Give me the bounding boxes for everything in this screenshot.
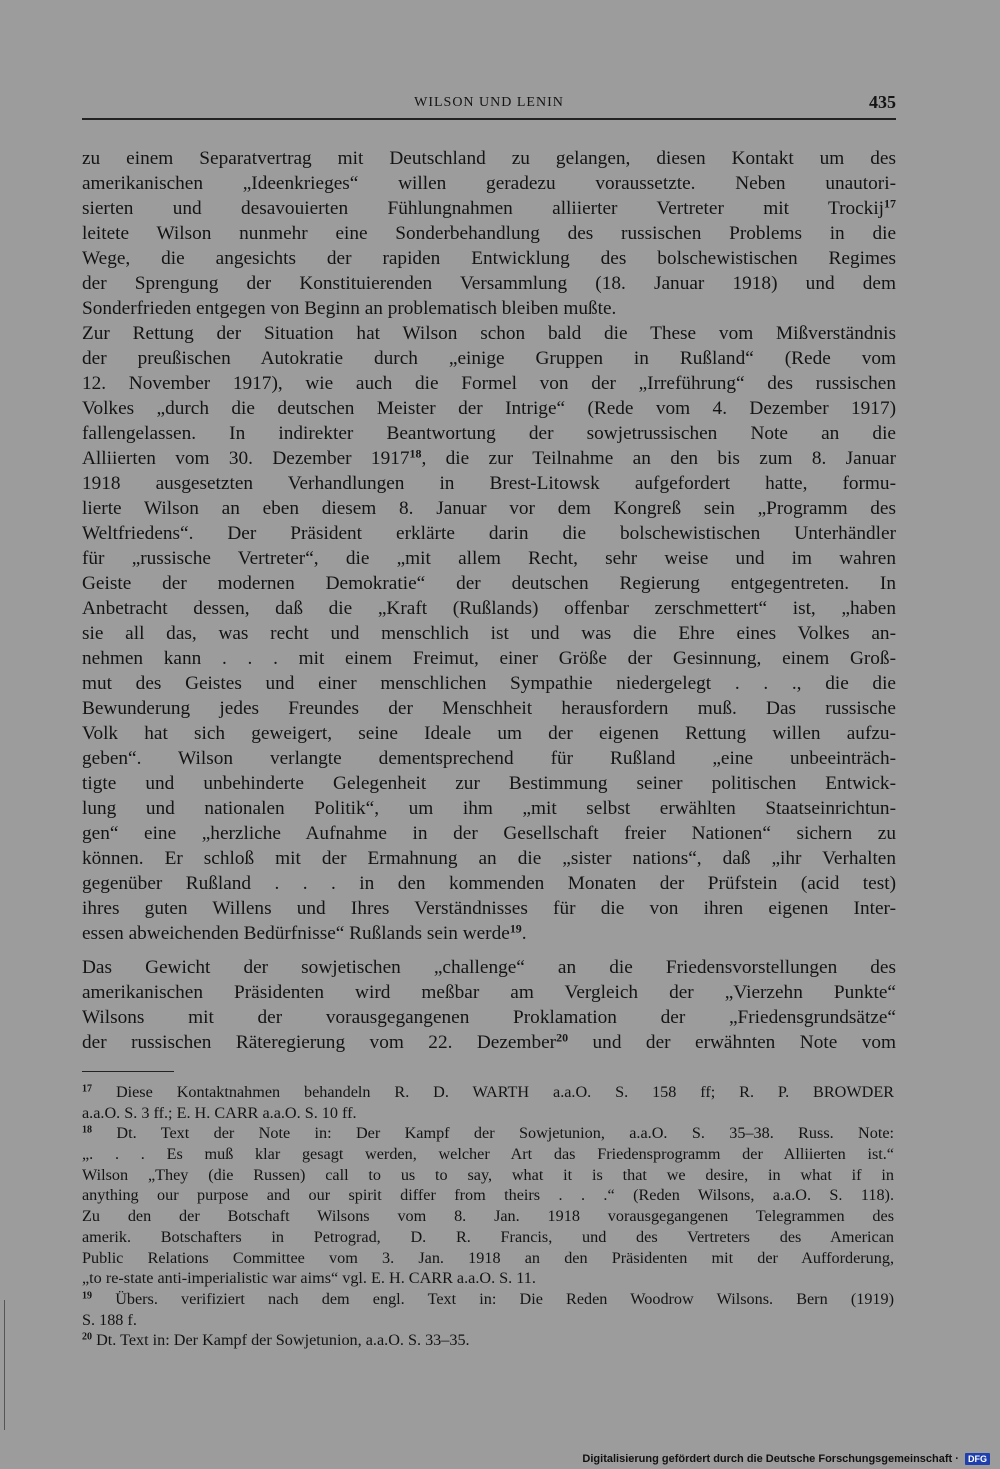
running-header: [82, 92, 896, 118]
footnote-marker: 18: [409, 446, 422, 461]
footnote-marker: 17: [82, 1083, 93, 1095]
text-run: .: [521, 923, 527, 944]
body-line: [82, 546, 896, 571]
body-line: [82, 771, 896, 796]
footnote-line: [82, 1310, 894, 1331]
body-text: [82, 146, 896, 1055]
text-run: amerikanischen Präsidenten wird meßbar am Vergleich der „Vierzehn Punkte“: [82, 982, 896, 1003]
footnote-line: [82, 1206, 894, 1227]
footnote-line: [82, 1123, 894, 1144]
body-line: [82, 171, 896, 196]
body-line: [82, 821, 896, 846]
body-line: [82, 396, 896, 421]
text-run: Zu den der Botschaft Wilsons vom 8. Jan. 1918 vorausgegangenen Telegrammen des: [82, 1207, 894, 1226]
text-run: nehmen kann . . . mit einem Freimut, einer Größe der Gesinnung, einem Groß-: [82, 648, 896, 669]
footnote-line: [82, 1289, 894, 1310]
text-run: Sonderfrieden entgegen von Beginn an problematisch bleiben mußte.: [82, 298, 617, 319]
text-run: tigte und unbehinderte Gelegenheit zur Bestimmung seiner politischen Entwick-: [82, 773, 896, 794]
running-title: WILSON UND LENIN: [414, 95, 564, 110]
body-line: [82, 621, 896, 646]
body-line: [82, 521, 896, 546]
text-run: Geiste der modernen Demokratie“ der deutschen Regierung entgegentreten. In: [82, 573, 896, 594]
body-line: [82, 421, 896, 446]
text-run: 1918 ausgesetzten Verhandlungen in Brest-Litowsk aufgefordert hatte, formu-: [82, 473, 896, 494]
text-run: sie all das, was recht und menschlich ist und was die Ehre eines Volkes an-: [82, 623, 896, 644]
body-line: [82, 496, 896, 521]
text-run: für „russische Vertreter“, die „mit allem Recht, sehr weise und im wahren: [82, 548, 896, 569]
body-line: [82, 1030, 896, 1055]
body-line: [82, 471, 896, 496]
text-run: Wilson „They (die Russen) call to us to say, what it is that we desire, in what if in: [82, 1165, 894, 1184]
body-line: [82, 1005, 896, 1030]
page-number: 435: [869, 92, 896, 112]
footnote-marker: 19: [509, 921, 522, 936]
body-line: [82, 846, 896, 871]
text-run: Dt. Text in: Der Kampf der Sowjetunion, a.a.O. S. 33–35.: [92, 1331, 470, 1350]
text-run: sierten und desavouierten Fühlungnahmen alliierter Vertreter mit Trockij: [82, 198, 885, 219]
text-run: Volkes „durch die deutschen Meister der Intrige“ (Rede vom 4. Dezember 1917): [82, 398, 896, 419]
text-run: amerik. Botschafters in Petrograd, D. R. Francis, und des Vertreters des American: [82, 1227, 894, 1246]
body-line: [82, 796, 896, 821]
footnote-line: [82, 1227, 894, 1248]
footnote-marker: 18: [82, 1124, 93, 1136]
footnote-line: [82, 1165, 894, 1186]
text-run: „. . . Es muß klar gesagt werden, welcher Art das Friedensprogramm der Alliierten ist.“: [82, 1145, 894, 1164]
dfg-logo-icon: DFG: [965, 1453, 990, 1465]
text-run: geben“. Wilson verlangte dementsprechend für Rußland „eine unbeeinträch-: [82, 748, 896, 769]
text-run: können. Er schloß mit der Ermahnung an die „sister nations“, daß „ihr Verhalten: [82, 848, 896, 869]
header-rule: [82, 118, 896, 120]
text-run: lierte Wilson an eben diesem 8. Januar vor dem Kongreß sein „Programm des: [82, 498, 896, 519]
body-line: [82, 196, 896, 221]
text-run: Bewunderung jedes Freundes der Menschheit herausfordern muß. Das russische: [82, 698, 896, 719]
text-run: a.a.O. S. 3 ff.; E. H. CARR a.a.O. S. 10 ff.: [82, 1103, 357, 1122]
body-line: [82, 671, 896, 696]
text-run: gen“ eine „herzliche Aufnahme in der Gesellschaft freier Nationen“ sichern zu: [82, 823, 896, 844]
text-run: Anbetracht dessen, daß die „Kraft (Rußlands) offenbar zerschmettert“ ist, „haben: [82, 598, 896, 619]
body-line: [82, 980, 896, 1005]
text-run: gegenüber Rußland . . . in den kommenden Monaten der Prüfstein (acid test): [82, 873, 896, 894]
text-run: amerikanischen „Ideenkrieges“ willen geradezu voraussetzte. Neben unautori-: [82, 173, 896, 194]
text-run: Alliierten vom 30. Dezember 1917: [82, 448, 410, 469]
footnotes: [82, 1082, 894, 1351]
body-line: [82, 221, 896, 246]
text-run: Volk hat sich geweigert, seine Ideale um der eigenen Rettung willen aufzu-: [82, 723, 896, 744]
body-line: [82, 246, 896, 271]
body-line: [82, 896, 896, 921]
body-line: [82, 955, 896, 980]
text-run: , die zur Teilnahme an den bis zum 8. Januar: [421, 448, 896, 469]
text-run: Wege, die angesichts der rapiden Entwicklung des bolschewistischen Regimes: [82, 248, 896, 269]
digitization-credit: [582, 1453, 990, 1465]
scan-edge-mark: [4, 1300, 5, 1430]
text-run: Diese Kontaktnahmen behandeln R. D. WARTH a.a.O. S. 158 ff; R. P. BROWDER: [92, 1083, 894, 1101]
text-run: Zur Rettung der Situation hat Wilson schon bald die These vom Mißverständnis: [82, 323, 896, 344]
body-line: [82, 596, 896, 621]
body-line: [82, 321, 896, 346]
text-run: S. 188 f.: [82, 1310, 137, 1329]
footnote-marker: 17: [884, 196, 896, 211]
text-run: ihres guten Willens und Ihres Verständnisses für die von ihren eigenen Inter-: [82, 898, 896, 919]
body-line: [82, 646, 896, 671]
text-run: lung und nationalen Politik“, um ihm „mit selbst erwählten Staatseinrichtun-: [82, 798, 896, 819]
text-run: der preußischen Autokratie durch „einige Gruppen in Rußland“ (Rede vom: [82, 348, 896, 369]
footnote-line: [82, 1248, 894, 1269]
footnote-line: [82, 1268, 894, 1289]
text-run: Dt. Text der Note in: Der Kampf der Sowjetunion, a.a.O. S. 35–38. Russ. Note:: [92, 1124, 894, 1143]
footnote-rule: [82, 1071, 174, 1072]
body-line: [82, 921, 896, 946]
text-run: leitete Wilson nunmehr eine Sonderbehandlung des russischen Problems in die: [82, 223, 896, 244]
text-run: fallengelassen. In indirekter Beantwortung der sowjetrussischen Note an die: [82, 423, 896, 444]
text-run: und der erwähnten Note vom: [568, 1032, 897, 1053]
text-run: Das Gewicht der sowjetischen „challenge“ an die Friedensvorstellungen des: [82, 957, 896, 978]
text-run: der russischen Räteregierung vom 22. Dezember: [82, 1032, 557, 1053]
footnote-marker: 20: [556, 1030, 569, 1045]
text-run: Wilsons mit der vorausgegangenen Proklamation der „Friedensgrundsätze“: [82, 1007, 896, 1028]
text-run: zu einem Separatvertrag mit Deutschland zu gelangen, diesen Kontakt um des: [82, 148, 896, 169]
paragraph-gap: [82, 946, 896, 955]
body-line: [82, 696, 896, 721]
footnote-marker: 20: [82, 1331, 93, 1343]
footnote-marker: 19: [82, 1290, 93, 1302]
text-run: essen abweichenden Bedürfnisse“ Rußlands sein werde: [82, 923, 510, 944]
footnote-line: [82, 1144, 894, 1165]
body-line: [82, 571, 896, 596]
text-run: 12. November 1917), wie auch die Formel von der „Irreführung“ des russischen: [82, 373, 896, 394]
footnote-line: [82, 1103, 894, 1124]
text-run: Weltfriedens“. Der Präsident erklärte darin die bolschewistischen Unterhändler: [82, 523, 896, 544]
body-line: [82, 871, 896, 896]
text-run: Übers. verifiziert nach dem engl. Text in: Die Reden Woodrow Wilsons. Bern (1919): [92, 1289, 894, 1308]
text-run: mut des Geistes und einer menschlichen Sympathie niedergelegt . . ., die die: [82, 673, 896, 694]
text-run: anything our purpose and our spirit differ from theirs . . .“ (Reden Wilsons, a.a.O. S. 118).: [82, 1186, 894, 1205]
body-line: [82, 146, 896, 171]
body-line: [82, 296, 896, 321]
footnote-line: [82, 1082, 894, 1103]
footnote-line: [82, 1330, 894, 1351]
body-line: [82, 446, 896, 471]
text-run: Public Relations Committee vom 3. Jan. 1918 an den Präsidenten mit der Aufforderung,: [82, 1248, 894, 1267]
body-line: [82, 371, 896, 396]
body-line: [82, 346, 896, 371]
credit-text: Digitalisierung gefördert durch die Deutsche Forschungsgemeinschaft ·: [582, 1453, 959, 1465]
text-run: „to re-state anti-imperialistic war aims“ vgl. E. H. CARR a.a.O. S. 11.: [82, 1269, 536, 1288]
body-line: [82, 746, 896, 771]
body-line: [82, 721, 896, 746]
text-run: der Sprengung der Konstituierenden Versammlung (18. Januar 1918) und dem: [82, 273, 896, 294]
footnote-line: [82, 1185, 894, 1206]
body-line: [82, 271, 896, 296]
